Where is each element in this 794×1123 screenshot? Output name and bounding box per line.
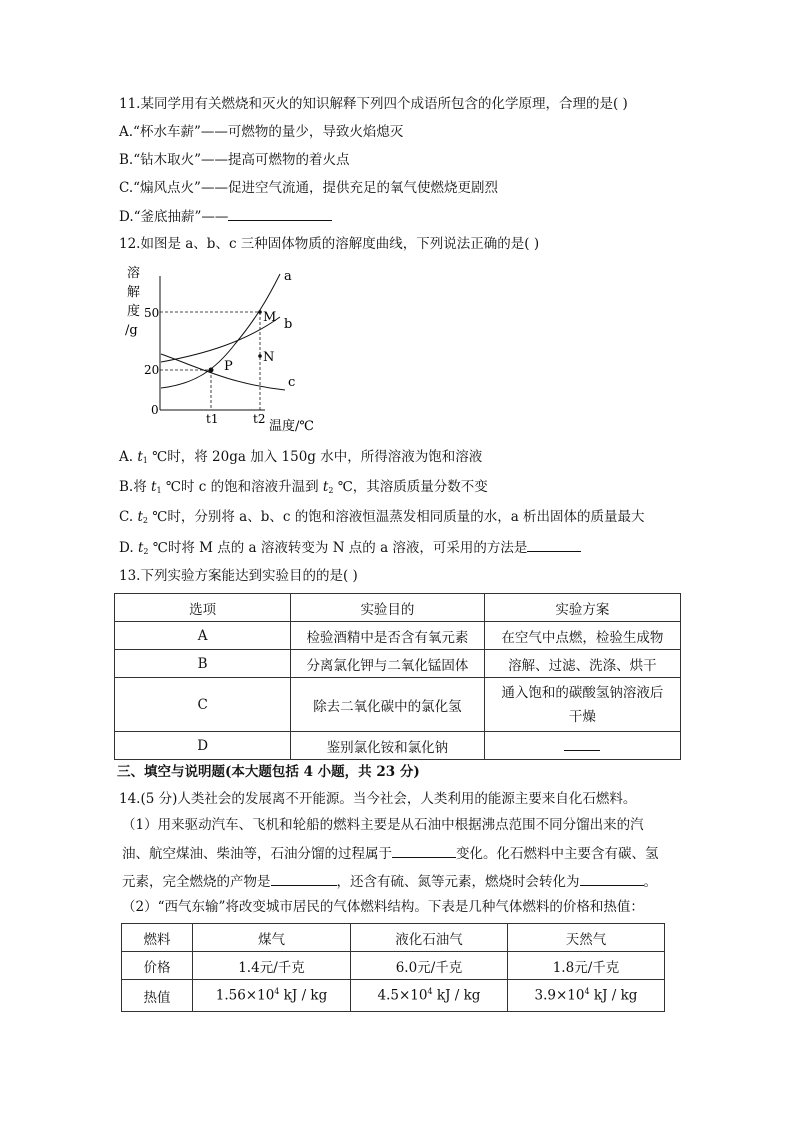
q14-p2: （2）“西气东输”将改变城市居民的气体燃料结构。下表是几种气体燃料的价格和热值： xyxy=(122,899,644,915)
q12-option-a xyxy=(119,447,482,471)
cell-option: D xyxy=(115,732,291,760)
label-a: a xyxy=(284,269,292,284)
heat-mantissa: 1.56×10 xyxy=(215,987,275,1004)
q12-b-var1: t xyxy=(151,479,157,495)
header-option: 选项 xyxy=(115,594,291,622)
q11-answer-blank[interactable] xyxy=(228,206,332,221)
header-natural-gas: 天然气 xyxy=(507,924,664,952)
heat-exp: 4 xyxy=(427,987,433,997)
q11-option-a: A.“杯水车薪”——可燃物的量少，导致火焰熄灭 xyxy=(119,124,404,140)
table-row xyxy=(115,622,681,650)
label-b: b xyxy=(284,317,293,332)
q11-option-b: B.“钻木取火”——提高可燃物的着火点 xyxy=(119,152,350,168)
q12-d-text: ℃时将 M 点的 a 溶液转变为 N 点的 a 溶液，可采用的方法是 xyxy=(148,540,528,556)
cell-plan xyxy=(484,678,680,732)
cell-plan: 溶解、过滤、洗涤、烘干 xyxy=(484,650,680,678)
cell-purpose: 分离氯化钾与二氧化锰固体 xyxy=(291,650,484,678)
cell-option: A xyxy=(115,622,291,650)
table-row xyxy=(122,952,665,980)
table-row xyxy=(122,980,665,1012)
q14-blank-2[interactable] xyxy=(271,871,337,886)
q12-c-text: ℃时，分别将 a、b、c 的饱和溶液恒温蒸发相同质量的水，a 析出固体的质量最大 xyxy=(147,509,645,525)
q14-p1-line3-a: 元素，完全燃烧的产物是 xyxy=(122,874,271,890)
table-row xyxy=(122,924,665,952)
q12-b-mid: ℃时 c 的饱和溶液升温到 xyxy=(161,479,323,495)
q12-b-prefix: B.将 xyxy=(119,479,152,495)
q14-p1-line2-b: 变化。化石燃料中主要含有碳、氢 xyxy=(456,846,659,862)
q11-option-d xyxy=(119,206,332,227)
heat-unit: kJ / kg xyxy=(589,987,638,1004)
curve-a xyxy=(161,274,280,388)
cell-plan-line1: 通入饱和的碳酸氢钠溶液后 xyxy=(501,684,664,701)
header-lpg: 液化石油气 xyxy=(351,924,508,952)
q12-b-var2: t xyxy=(322,479,329,495)
q14-p1-line2-a: 油、航空煤油、柴油等，石油分馏的过程属于 xyxy=(122,846,392,862)
y-axis-label-1: 溶 xyxy=(127,266,141,281)
heat-mantissa: 4.5×10 xyxy=(377,987,428,1004)
q12-b-sub1: 1 xyxy=(156,486,162,495)
cell-price: 6.0元/千克 xyxy=(351,952,508,980)
q14-p1-line3-b: ，还含有硫、氮等元素，燃烧时会转化为 xyxy=(336,874,580,890)
table-row xyxy=(115,732,681,760)
label-p: P xyxy=(224,359,233,374)
y-tick-50: 50 xyxy=(144,306,160,320)
q12-c-var: t xyxy=(137,509,143,525)
q12-b-sub2: 2 xyxy=(328,486,334,495)
point-p xyxy=(209,368,214,373)
cell-price: 1.8元/千克 xyxy=(507,952,664,980)
table-row xyxy=(115,678,681,732)
q14-blank-1[interactable] xyxy=(392,843,456,858)
q11-option-d-text: D.“釜底抽薪”—— xyxy=(119,209,229,225)
cell-option: C xyxy=(115,678,291,732)
q14-fuel-table xyxy=(121,923,665,1012)
cell-purpose: 检验酒精中是否含有氧元素 xyxy=(291,622,484,650)
table-row xyxy=(115,650,681,678)
cell-plan-line2: 干燥 xyxy=(568,708,596,725)
q12-answer-blank[interactable] xyxy=(527,537,581,552)
y-tick-0: 0 xyxy=(151,403,159,417)
q14-blank-3[interactable] xyxy=(580,871,644,886)
x-axis-label: 温度/℃ xyxy=(269,419,314,434)
q14-p1-line3 xyxy=(122,871,657,892)
q12-option-b xyxy=(119,477,488,501)
q12-d-prefix: D. xyxy=(119,540,138,556)
heat-unit: kJ / kg xyxy=(432,987,481,1004)
heat-exp: 4 xyxy=(274,987,280,997)
q11-option-c: C.“煽风点火”——促进空气流通，提供充足的氧气使燃烧更剧烈 xyxy=(119,180,498,196)
q14-p1-line2 xyxy=(122,843,659,864)
cell-option: B xyxy=(115,650,291,678)
x-tick-t1: t1 xyxy=(206,412,219,426)
point-n xyxy=(258,354,262,358)
cell-purpose: 鉴别氯化铵和氯化钠 xyxy=(291,732,484,760)
heat-exp: 4 xyxy=(584,987,590,997)
header-fuel: 燃料 xyxy=(122,924,193,952)
y-axis-label-4: /g xyxy=(125,323,138,338)
header-plan: 实验方案 xyxy=(484,594,680,622)
solubility-curve-figure xyxy=(115,262,315,437)
x-tick-t2: t2 xyxy=(253,412,266,426)
q12-option-c xyxy=(119,507,645,531)
heat-unit: kJ / kg xyxy=(279,987,328,1004)
q12-d-sub: 2 xyxy=(143,547,149,556)
q12-a-sub: 1 xyxy=(142,456,148,465)
q12-a-prefix: A. xyxy=(119,449,138,465)
q14-stem: 14.(5 分)人类社会的发展离不开能源。当今社会，人类利用的能源主要来自化石燃料。 xyxy=(119,791,637,807)
section-3-heading: 三、填空与说明题(本大题包括 4 小题，共 23 分) xyxy=(117,764,420,780)
cell-plan: 在空气中点燃，检验生成物 xyxy=(484,622,680,650)
q13-stem: 13.下列实验方案能达到实验目的的是( ) xyxy=(119,568,358,584)
y-axis-label-2: 解 xyxy=(127,285,141,300)
cell-plan-blank[interactable] xyxy=(484,732,680,760)
point-m xyxy=(258,310,262,314)
q14-p1-line3-c: 。 xyxy=(643,874,657,890)
heat-mantissa: 3.9×10 xyxy=(534,987,585,1004)
q11-stem: 11.某同学用有关燃烧和灭火的知识解释下列四个成语所包含的化学原理，合理的是( ) xyxy=(119,96,628,112)
q12-c-prefix: C. xyxy=(119,509,138,525)
q12-c-sub: 2 xyxy=(142,516,148,525)
y-tick-20: 20 xyxy=(144,363,160,377)
header-purpose: 实验目的 xyxy=(291,594,484,622)
cell-heat xyxy=(507,980,664,1012)
label-n: N xyxy=(263,350,275,365)
q12-a-text: ℃时，将 20ga 加入 150g 水中，所得溶液为饱和溶液 xyxy=(147,449,483,465)
label-c: c xyxy=(288,375,296,390)
cell-price: 1.4元/千克 xyxy=(192,952,350,980)
q12-b-text: ℃，其溶质质量分数不变 xyxy=(333,479,488,495)
q12-option-d xyxy=(119,537,581,562)
cell-purpose: 除去二氧化碳中的氯化氢 xyxy=(291,678,484,732)
q12-d-var: t xyxy=(137,540,144,556)
cell-heat xyxy=(351,980,508,1012)
table-row xyxy=(115,594,681,622)
row-label-price: 价格 xyxy=(122,952,193,980)
label-m: M xyxy=(263,310,277,325)
header-coal-gas: 煤气 xyxy=(192,924,350,952)
q12-a-var: t xyxy=(137,449,143,465)
row-label-heat: 热值 xyxy=(122,980,193,1012)
q14-p1-line1: （1）用来驱动汽车、飞机和轮船的燃料主要是从石油中根据沸点范围不同分馏出来的汽 xyxy=(122,817,644,833)
q13-answer-blank[interactable] xyxy=(564,736,600,751)
q13-table xyxy=(114,593,681,760)
y-axis-label-3: 度 xyxy=(127,304,141,319)
cell-heat xyxy=(192,980,350,1012)
q12-stem: 12.如图是 a、b、c 三种固体物质的溶解度曲线，下列说法正确的是( ) xyxy=(119,236,540,252)
